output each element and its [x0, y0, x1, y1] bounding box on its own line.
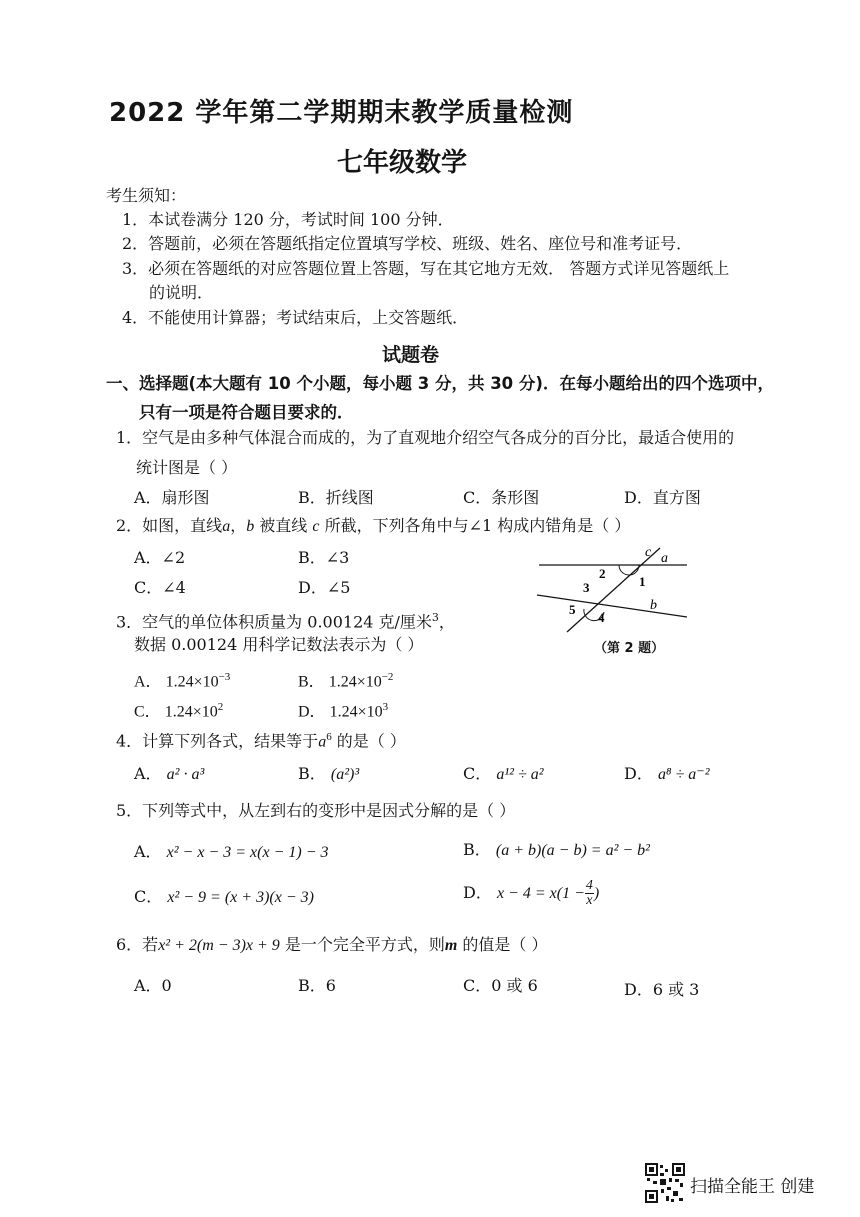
question-1-option-b: B．折线图 [298, 488, 374, 507]
q6-text: 的值是（ ） [457, 935, 548, 954]
q6-expression: x² + 2(m − 3)x + 9 [158, 937, 280, 954]
fraction-numerator: 4 [585, 878, 593, 893]
question-3-stem [116, 608, 455, 632]
question-6-option-d: D．6 或 3 [624, 980, 700, 999]
question-6-stem [116, 935, 548, 956]
q2-text: 2．如图，直线 [116, 516, 223, 535]
option-exponent: 3 [382, 701, 389, 713]
fraction-denominator: x [586, 893, 593, 908]
line-b [537, 595, 687, 617]
option-exponent: −2 [381, 671, 394, 683]
fraction [585, 879, 594, 908]
section-heading: 一、选择题(本大题有 10 个小题，每小题 3 分，共 30 分)．在每小题给出的四个选项中， [106, 374, 774, 393]
question-1-option-d: D．直方图 [624, 488, 701, 507]
q4-text: 的是（ ） [331, 731, 406, 751]
option-expression: (a²)³ [330, 766, 360, 783]
label-angle-4: 4 [598, 610, 605, 625]
question-1-stem-continued: 统计图是（ ） [136, 458, 238, 477]
option-mantissa: 1.24×10 [329, 703, 383, 721]
question-1-stem: 1．空气是由多种气体混合而成的，为了直观地介绍空气各成分的百分比，最适合使用的 [116, 428, 735, 447]
question-3-option-b [298, 667, 393, 692]
q4-text: 4．计算下列各式，结果等于 [116, 731, 319, 751]
question-5-option-d [463, 879, 599, 908]
question-5-stem: 5．下列等式中，从左到右的变形中是因式分解的是（ ） [116, 801, 516, 820]
question-5-option-a [134, 842, 329, 863]
question-4-option-a [134, 764, 204, 785]
exam-subtitle: 七年级数学 [337, 148, 468, 178]
option-mantissa: 1.24×10 [164, 703, 218, 721]
paper-title: 试题卷 [382, 344, 440, 366]
question-5-option-c [134, 887, 314, 908]
option-label: C． [134, 887, 163, 906]
question-2-option-a: A．∠2 [134, 548, 186, 567]
option-label: C． [134, 703, 161, 721]
q4-exponent: 6 [326, 731, 332, 743]
notice-item: 2．答题前，必须在答题纸指定位置填写学校、班级、姓名、座位号和准考证号． [122, 234, 693, 253]
notice-heading: 考生须知： [106, 186, 187, 205]
q2-var-c: c [312, 518, 320, 535]
label-angle-1: 1 [639, 574, 646, 589]
option-expression: a¹² ÷ a² [496, 766, 544, 783]
option-label: A． [134, 673, 162, 691]
question-1-option-c: C．条形图 [463, 488, 540, 507]
qr-code-icon [645, 1163, 685, 1203]
exam-title: 2022 学年第二学期期末教学质量检测 [109, 98, 574, 128]
question-4-option-c [463, 764, 544, 785]
question-6-option-c: C．0 或 6 [463, 976, 538, 995]
watermark-text: 扫描全能王 创建 [690, 1177, 815, 1197]
question-3-option-d [298, 697, 388, 722]
label-angle-3: 3 [583, 580, 590, 595]
q6-text: 是一个完全平方式，则 [279, 935, 445, 954]
notice-item: 4．不能使用计算器；考试结束后，上交答题纸． [122, 308, 469, 327]
option-label: B． [298, 764, 326, 783]
q2-text: 被直线 [254, 516, 313, 535]
question-6-option-a: A．0 [134, 976, 172, 995]
question-3-option-c [134, 697, 223, 722]
question-2-figure [525, 540, 705, 640]
option-label: D． [298, 703, 326, 721]
line-c [567, 548, 660, 632]
section-heading-continued: 只有一项是符合题目要求的． [139, 403, 354, 422]
option-label: A． [134, 842, 162, 861]
option-exponent: −3 [218, 671, 231, 683]
option-exponent: 2 [217, 701, 224, 713]
option-expression: x − 4 = x(1 − [496, 885, 585, 902]
question-4-stem [116, 727, 406, 752]
question-4-option-b [298, 764, 359, 785]
option-expression: (a + b)(a − b) = a² − b² [495, 842, 650, 859]
label-angle-5: 5 [569, 602, 576, 617]
question-3-stem-continued: 数据 0.00124 用科学记数法表示为（ ） [134, 635, 424, 654]
notice-item: 1．本试卷满分 120 分，考试时间 100 分钟． [122, 210, 454, 229]
q2-text: ， [230, 516, 247, 535]
option-expression: x² − 9 = (x + 3)(x − 3) [167, 889, 314, 906]
q6-text: 6．若 [116, 935, 159, 954]
label-c: c [645, 545, 652, 560]
label-angle-2: 2 [599, 566, 606, 581]
option-expression: a⁸ ÷ a⁻² [657, 766, 710, 783]
q2-var-b: b [246, 518, 255, 535]
option-expression: a² · a³ [166, 766, 205, 783]
option-label: D． [624, 764, 653, 783]
question-2-option-c: C．∠4 [134, 578, 186, 597]
option-label: D． [463, 883, 492, 902]
option-label: C． [463, 764, 492, 783]
question-6-option-b: B．6 [298, 976, 336, 995]
option-mantissa: 1.24×10 [165, 673, 219, 691]
question-5-option-b [463, 840, 650, 861]
question-2-option-d: D．∠5 [298, 578, 351, 597]
label-b: b [650, 598, 657, 613]
q3-unit-exponent: 3 [431, 611, 439, 624]
question-2-option-b: B．∠3 [298, 548, 350, 567]
question-3-option-a [134, 667, 230, 692]
notice-item-continued: 的说明． [149, 283, 214, 302]
question-4-option-d [624, 764, 710, 785]
q3-text: ， [438, 612, 455, 632]
question-1-option-a: A．扇形图 [134, 488, 210, 507]
q4-base: a [318, 733, 327, 751]
option-label: B． [298, 673, 325, 691]
question-2-stem [116, 516, 630, 537]
q2-var-a: a [222, 518, 231, 535]
option-expression: ) [593, 885, 600, 902]
option-mantissa: 1.24×10 [328, 673, 382, 691]
q2-text: 所截，下列各角中与∠1 构成内错角是（ ） [319, 516, 631, 535]
q6-var-m: m [444, 937, 458, 954]
notice-item: 3．必须在答题纸的对应答题位置上答题，写在其它地方无效． 答题方式详见答题纸上 [122, 259, 730, 278]
option-label: B． [463, 840, 491, 859]
label-a: a [661, 551, 668, 566]
figure-caption: （第 2 题） [594, 641, 665, 656]
option-expression: x² − x − 3 = x(x − 1) − 3 [166, 844, 329, 861]
option-label: A． [134, 764, 162, 783]
q3-text: 3．空气的单位体积质量为 0.00124 克/厘米 [116, 612, 432, 632]
